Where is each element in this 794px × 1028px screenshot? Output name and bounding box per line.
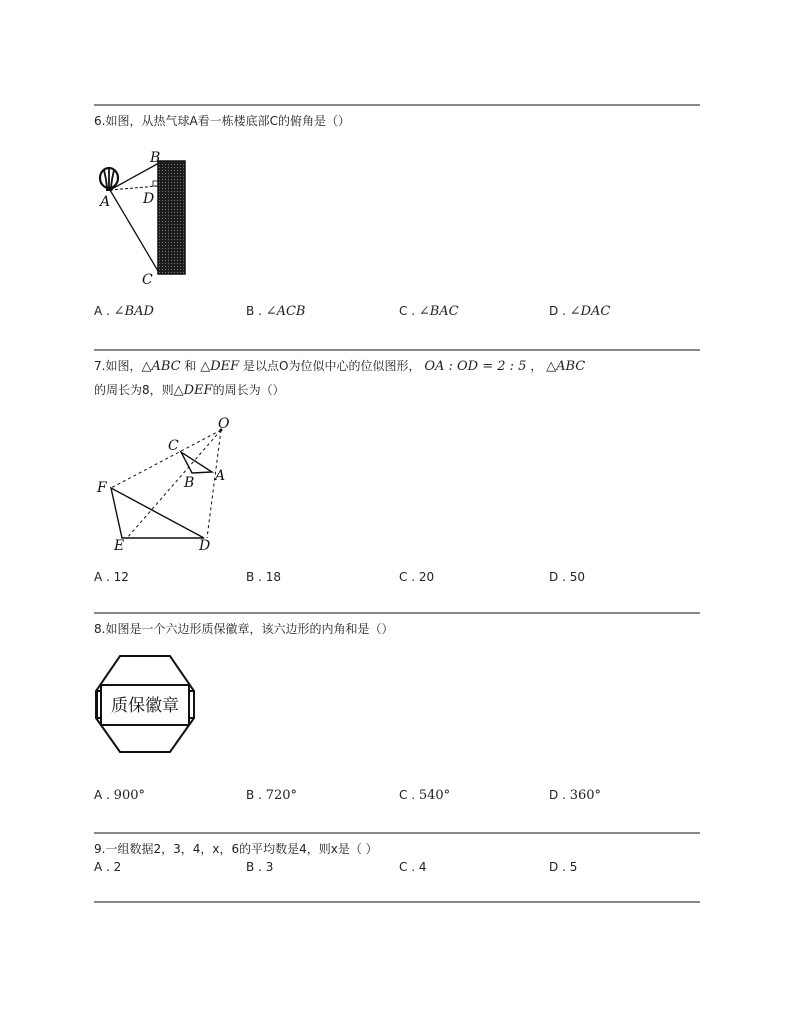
ray-of: [111, 430, 221, 488]
separator-rule: [94, 901, 700, 903]
option-9a[interactable]: A . 2: [94, 860, 122, 874]
question-9-text: 9.一组数据2，3，4，x，6的平均数是4，则x是（ ）: [94, 842, 378, 856]
question-6-text: 6.如图，从热气球A看一栋楼底部C的俯角是（）: [94, 114, 351, 128]
separator-rule: [94, 612, 700, 614]
label-o: O: [218, 416, 230, 432]
triangle-abc: [181, 452, 212, 473]
option-9c[interactable]: C . 4: [399, 860, 427, 874]
option-9d[interactable]: D . 5: [549, 860, 578, 874]
question-7-line-1: 7.如图，△ABC 和 △DEF 是以点O为位似中心的位似图形， OA : OD = 2 : 5 ， △ABC: [94, 359, 586, 374]
question-7-line-2: 的周长为8，则△DEF的周长为（）: [94, 383, 285, 398]
label-f: F: [97, 480, 107, 496]
label-a: A: [100, 194, 111, 210]
label-d: D: [143, 191, 155, 207]
option-6d[interactable]: D . ∠DAC: [549, 304, 611, 319]
option-6a[interactable]: A . ∠BAD: [94, 304, 154, 319]
option-8b[interactable]: B . 720°: [246, 788, 298, 803]
option-7a[interactable]: A . 12: [94, 570, 129, 584]
option-7d[interactable]: D . 50: [549, 570, 585, 584]
label-b: B: [150, 150, 161, 166]
question-8-figure: [93, 652, 197, 756]
option-8d[interactable]: D . 360°: [549, 788, 602, 803]
question-8-text: 8.如图是一个六边形质保徽章，该六边形的内角和是（）: [94, 622, 394, 636]
label-c: C: [142, 272, 153, 288]
label-e: E: [114, 538, 125, 554]
building: [158, 161, 185, 274]
question-6-figure: [92, 148, 202, 288]
label-b: B: [184, 475, 195, 491]
option-8a[interactable]: A . 900°: [94, 788, 145, 803]
separator-rule: [94, 832, 700, 834]
separator-rule: [94, 349, 700, 351]
label-d: D: [199, 538, 211, 554]
option-7c[interactable]: C . 20: [399, 570, 435, 584]
triangle-def: [111, 488, 204, 538]
label-c: C: [168, 438, 179, 454]
ray-od: [207, 430, 221, 538]
question-7-figure: [92, 410, 242, 558]
option-8c[interactable]: C . 540°: [399, 788, 451, 803]
option-9b[interactable]: B . 3: [246, 860, 274, 874]
option-6b[interactable]: B . ∠ACB: [246, 304, 306, 319]
option-6c[interactable]: C . ∠BAC: [399, 304, 459, 319]
separator-rule: [94, 104, 700, 106]
seal-text: 质保徽章: [111, 696, 179, 716]
label-a: A: [215, 468, 226, 484]
option-7b[interactable]: B . 18: [246, 570, 281, 584]
